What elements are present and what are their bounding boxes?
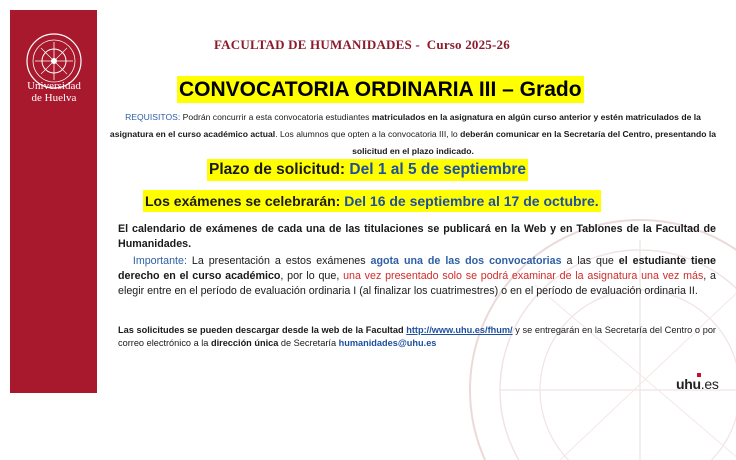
logo-main: uhu — [676, 376, 701, 392]
logo-suffix: .es — [700, 376, 719, 392]
footer-t1: y se entregarán en la Secretaría del Centro o por correo electrónico a la — [118, 325, 716, 348]
important-b2: el estudiante tiene derecho en el curso académico — [118, 255, 716, 282]
requirements-t1: Podrán concurrir a esta convocatoria estudiantes — [180, 112, 372, 122]
footer-t2: de Secretaría — [278, 338, 339, 348]
calendar-paragraph: El calendario de exámenes de cada una de las titulaciones se publicará en la Web y en Tablones de la Facultad de Humanidades. — [118, 223, 716, 250]
university-sidebar — [10, 10, 97, 393]
university-name-line1: Universidad — [27, 80, 81, 92]
requirements-label: REQUISITOS: — [125, 112, 181, 122]
university-name-line2: de Huelva — [31, 92, 77, 104]
important-t4: , a elegir entre en el período de evaluación ordinaria I (al finalizar los cuatrimestres) o en el período de evaluación ordinaria II. — [118, 270, 716, 297]
application-period-label: Plazo de solicitud: — [209, 161, 350, 178]
footer-paragraph — [118, 324, 716, 350]
faculty-header: FACULTAD DE HUMANIDADES - Curso 2025-26 — [214, 37, 510, 52]
footer-b2: dirección única — [210, 338, 279, 348]
page-title: CONVOCATORIA ORDINARIA III – Grado — [179, 78, 582, 101]
uhu-logo — [676, 376, 719, 392]
important-paragraph — [118, 254, 716, 299]
exam-period-label: Los exámenes se celebrarán: — [145, 193, 345, 209]
footer-b1: Las solicitudes se pueden descargar desde la web de la Facultad — [118, 325, 407, 335]
university-name — [14, 80, 94, 104]
requirements-b2: deberán comunicar en la Secretaría del Centro, presentando la solicitud en el plazo indicado. — [352, 129, 717, 156]
important-t3: , por lo que, — [280, 270, 344, 282]
faculty-web-link[interactable]: http://www.uhu.es/fhum/ — [406, 325, 513, 335]
important-r1: una vez presentado solo se podrá examinar de la asignatura una vez más — [343, 270, 704, 282]
exam-period — [143, 190, 601, 212]
application-period-dates: Del 1 al 5 de septiembre — [349, 161, 526, 178]
application-period — [207, 159, 528, 181]
secretary-email-link[interactable]: humanidades@uhu.es — [338, 338, 437, 348]
requirements-text — [107, 109, 719, 160]
requirements-b1: matriculados en la asignatura en algún curso anterior y estén matriculados de la asignatura en el curso académico actual — [109, 112, 701, 139]
exam-period-dates: Del 16 de septiembre al 17 de octubre. — [344, 193, 599, 209]
important-t1: La presentación a estos exámenes — [186, 255, 371, 267]
requirements-t2: . Los alumnos que opten a la convocatoria III, lo — [275, 129, 461, 139]
important-b1: agota una de las dos convocatorias — [370, 255, 562, 267]
important-t2: a las que — [561, 255, 619, 267]
important-label: Importante: — [132, 255, 187, 267]
